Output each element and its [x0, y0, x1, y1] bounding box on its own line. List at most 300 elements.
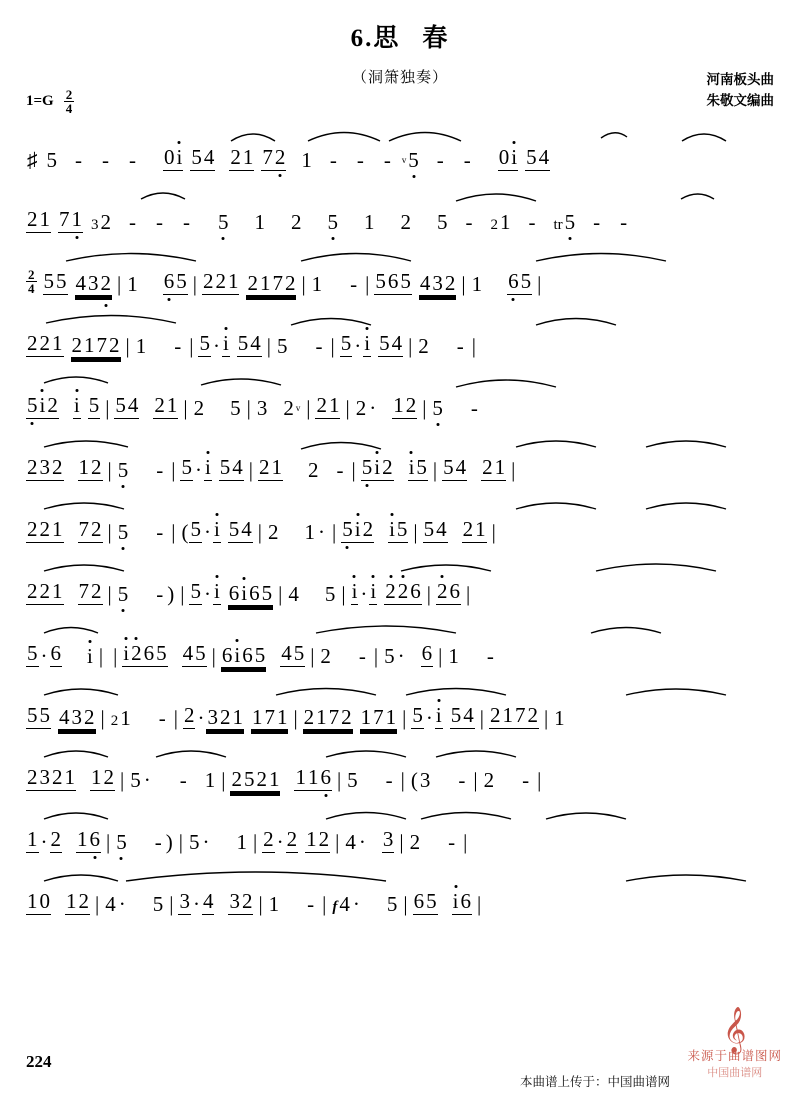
- note: 1: [494, 455, 506, 479]
- watermark-site: 来源于曲谱图网: [687, 1049, 782, 1063]
- note: 1: [364, 210, 375, 234]
- barline: |: [511, 458, 516, 482]
- watermark: [687, 1007, 782, 1080]
- note: 5: [152, 892, 164, 916]
- barline: |: [107, 458, 112, 482]
- barline: |: [336, 768, 342, 792]
- barline: |: [402, 706, 407, 730]
- note: 4: [232, 455, 243, 479]
- augmentation-dot: ·: [203, 520, 211, 544]
- note: 2: [286, 827, 298, 851]
- augmentation-dot: ·: [360, 582, 368, 606]
- note: 2: [405, 393, 417, 417]
- hold-dash: -: [336, 458, 344, 482]
- note: 3: [229, 889, 240, 913]
- note: 4: [288, 582, 299, 606]
- grace-note: 2: [490, 217, 498, 233]
- note: 6: [413, 889, 425, 913]
- hold-dash: -: [620, 210, 628, 234]
- note: 1: [268, 892, 280, 916]
- note: i: [222, 331, 229, 355]
- note: i: [213, 517, 220, 541]
- hold-dash: -: [350, 272, 358, 296]
- title-char-1: 思: [373, 25, 401, 52]
- augmentation-dot: ·: [358, 830, 366, 854]
- barline: |: [293, 706, 298, 730]
- note: 2: [27, 517, 38, 541]
- note: 2: [52, 455, 63, 479]
- barline: |: [106, 830, 111, 854]
- barline: |: [100, 706, 105, 730]
- note: 4: [203, 145, 215, 169]
- note: 2: [91, 579, 102, 603]
- note: 5: [386, 892, 398, 916]
- note: 2: [462, 517, 474, 541]
- note: 5: [340, 331, 352, 355]
- repeat-close-paren: ): [167, 582, 175, 606]
- note: 2: [241, 889, 253, 913]
- note: 5: [117, 458, 129, 482]
- note: 4: [105, 892, 116, 916]
- note: 3: [179, 889, 190, 913]
- note: i: [73, 393, 80, 417]
- barline: |: [173, 706, 178, 730]
- note: 5: [190, 517, 201, 541]
- note: 1: [27, 827, 38, 851]
- note: 5: [261, 581, 273, 605]
- note: 1: [316, 705, 327, 729]
- note: 5: [375, 269, 386, 293]
- note: 5: [564, 210, 576, 234]
- note: 5: [423, 517, 435, 541]
- note: 1: [64, 765, 75, 789]
- note: 2: [78, 889, 89, 913]
- barline: |: [98, 644, 104, 668]
- note: 2: [100, 271, 111, 295]
- note: 7: [373, 705, 384, 729]
- note: 1: [554, 706, 565, 730]
- note: 2: [283, 396, 294, 420]
- music-line: [26, 869, 774, 931]
- note: 3: [39, 455, 50, 479]
- hold-dash: -: [436, 148, 444, 172]
- barline: |: [537, 272, 542, 296]
- barline: |: [258, 892, 263, 916]
- note: 5: [426, 889, 437, 913]
- barline: |: [373, 644, 379, 668]
- grace-note: 3: [91, 217, 99, 233]
- note: 2: [400, 210, 411, 234]
- note: 1: [236, 830, 247, 854]
- note: 1: [166, 393, 178, 417]
- note: 1: [385, 705, 397, 729]
- hold-dash: -: [448, 830, 456, 854]
- barline: |: [180, 582, 185, 606]
- note: 5: [408, 148, 419, 172]
- accidental-sharp: ♯: [27, 148, 38, 172]
- barline: |: [120, 768, 125, 792]
- note: 1: [295, 765, 306, 789]
- note: 5: [384, 644, 395, 668]
- title-number: 6.: [350, 25, 374, 52]
- note: 2: [71, 333, 82, 357]
- note: 2: [154, 393, 165, 417]
- note: 6: [242, 643, 253, 667]
- note: 1: [91, 765, 102, 789]
- note: 1: [306, 827, 317, 851]
- music-row: [26, 435, 774, 481]
- barline: |: [543, 706, 549, 730]
- note: 2: [219, 705, 231, 729]
- barline: |: [95, 892, 100, 916]
- hold-dash: -: [463, 148, 471, 172]
- hold-dash: -: [158, 706, 166, 730]
- note: 5: [156, 641, 167, 665]
- note: 2: [39, 579, 50, 603]
- note: 6: [320, 765, 331, 789]
- time-signature-denominator: 4: [65, 101, 73, 116]
- note: 6: [163, 269, 175, 293]
- note: 5: [520, 269, 532, 293]
- note: 3: [382, 827, 394, 851]
- note: 6: [508, 269, 519, 293]
- barline: |: [322, 892, 327, 916]
- repeat-open-paren: (: [181, 520, 189, 544]
- note: i: [204, 455, 211, 479]
- note: 2: [27, 455, 38, 479]
- barline: |: [252, 830, 258, 854]
- note: 2: [247, 271, 258, 295]
- note: 7: [96, 333, 107, 357]
- augmentation-dot: ·: [352, 892, 360, 916]
- music-row: [26, 311, 774, 357]
- note: 2: [320, 644, 331, 668]
- note: 1: [301, 148, 312, 172]
- music-row: [26, 373, 774, 419]
- barline: |: [438, 644, 443, 668]
- footer-note: 本曲谱上传于：中国曲谱网: [519, 1075, 670, 1089]
- note: 1: [307, 765, 319, 789]
- barline: |: [125, 334, 130, 358]
- note: 5: [115, 393, 126, 417]
- note: 2: [103, 765, 114, 789]
- note: 2: [418, 334, 429, 358]
- note: 2: [27, 765, 38, 789]
- note: 2: [91, 517, 102, 541]
- note: 2: [230, 145, 241, 169]
- note: 6: [228, 581, 240, 605]
- note: i: [176, 145, 183, 169]
- note: 7: [272, 271, 283, 295]
- hold-dash: -: [315, 334, 323, 358]
- barline: |: [471, 334, 476, 358]
- hold-dash: -: [486, 644, 494, 668]
- note: 5: [230, 396, 241, 420]
- note: 1: [135, 334, 147, 358]
- repeat-close-paren: ): [165, 830, 173, 854]
- note: i: [123, 641, 130, 665]
- note: 4: [345, 830, 356, 854]
- note: 6: [387, 269, 399, 293]
- note: 7: [514, 703, 526, 727]
- note: 4: [419, 271, 431, 295]
- note: 4: [391, 331, 403, 355]
- music-line: [26, 373, 774, 435]
- note: 7: [264, 705, 275, 729]
- note: 5: [342, 517, 353, 541]
- time-signature-inline: [26, 268, 37, 295]
- note: 4: [182, 641, 194, 665]
- note: 5: [46, 148, 57, 172]
- barline: |: [341, 582, 346, 606]
- note: 5: [396, 517, 408, 541]
- augmentation-dot: ·: [397, 644, 405, 668]
- note: i: [364, 331, 371, 355]
- note: 1: [502, 703, 513, 727]
- augmentation-dot: ·: [354, 334, 362, 358]
- music-line: [26, 683, 774, 745]
- note: 5: [117, 520, 129, 544]
- note: 7: [59, 207, 70, 231]
- note: 2: [256, 767, 267, 791]
- hold-dash: -: [358, 644, 366, 668]
- note: 2: [436, 579, 448, 603]
- note: 4: [59, 705, 70, 729]
- hold-dash: -: [522, 768, 530, 792]
- page-title: [0, 0, 800, 54]
- note: 2: [215, 269, 226, 293]
- note: i: [408, 455, 415, 479]
- barline: |: [107, 582, 112, 606]
- note: 2: [489, 703, 501, 727]
- augmentation-dot: ·: [192, 892, 200, 916]
- note: 1: [242, 145, 254, 169]
- note: 2: [268, 520, 279, 544]
- note: 2: [397, 579, 409, 603]
- note: 4: [127, 393, 139, 417]
- barline: |: [463, 830, 468, 854]
- note: 2: [183, 703, 195, 727]
- barline: |: [306, 396, 311, 420]
- note: 5: [39, 703, 50, 727]
- augmentation-dot: ·: [203, 582, 211, 606]
- note: 1: [27, 889, 38, 913]
- note: 2: [409, 830, 421, 854]
- time-signature-numerator: 2: [28, 267, 35, 282]
- barline: |: [266, 334, 271, 358]
- hold-dash: -: [385, 768, 393, 792]
- note: 2: [91, 455, 102, 479]
- note: 1: [52, 517, 63, 541]
- music-line: [26, 249, 774, 311]
- barline: |: [399, 830, 404, 854]
- note: 0: [498, 145, 510, 169]
- note: 2: [27, 579, 38, 603]
- music-line: [26, 559, 774, 621]
- hold-dash: -: [156, 520, 164, 544]
- note: 1: [39, 207, 50, 231]
- note: i: [452, 889, 459, 913]
- barline: |: [400, 768, 405, 792]
- key-signature: 1=G: [26, 93, 54, 109]
- note: 1: [204, 768, 216, 792]
- barline: |: [310, 644, 315, 668]
- note: 5: [432, 396, 443, 420]
- hold-dash: -: [356, 148, 364, 172]
- music-row: [26, 249, 774, 295]
- note: 2: [284, 271, 296, 295]
- note: 1: [78, 455, 89, 479]
- barline: |: [192, 272, 197, 296]
- note: 2: [27, 331, 38, 355]
- note: 5: [176, 269, 187, 293]
- note: 5: [88, 393, 100, 417]
- note: i: [370, 579, 377, 603]
- note: 2: [316, 393, 327, 417]
- note: 6: [221, 643, 233, 667]
- barline: |: [479, 706, 484, 730]
- note: 4: [250, 331, 261, 355]
- note: 4: [436, 517, 447, 541]
- barline: |: [403, 892, 408, 916]
- barline: |: [465, 582, 471, 606]
- note: 2: [52, 765, 63, 789]
- note: 2: [382, 455, 393, 479]
- augmentation-dot: ·: [369, 396, 377, 420]
- barline: |: [178, 830, 183, 854]
- note: 5: [218, 210, 229, 234]
- hold-dash: -: [456, 334, 464, 358]
- barline: |: [278, 582, 283, 606]
- note: 6: [89, 827, 100, 851]
- note: 5: [243, 767, 255, 791]
- barline: |: [473, 768, 478, 792]
- note: 4: [202, 889, 214, 913]
- note: 5: [400, 269, 411, 293]
- note: 5: [195, 641, 206, 665]
- barline: |: [422, 396, 427, 420]
- note: 4: [281, 641, 292, 665]
- note: 2: [231, 767, 242, 791]
- note: 5: [526, 145, 537, 169]
- note: 4: [538, 145, 550, 169]
- barline: |: [365, 272, 370, 296]
- note: 3: [432, 271, 443, 295]
- note: 4: [463, 703, 474, 727]
- note: i: [435, 703, 442, 727]
- note: 5: [327, 210, 338, 234]
- augmentation-dot: ·: [40, 644, 48, 668]
- note: i: [374, 455, 381, 479]
- note: 2: [483, 768, 495, 792]
- note: 1: [268, 767, 280, 791]
- barline: |: [332, 520, 337, 544]
- note: 5: [228, 517, 240, 541]
- music-line: [26, 621, 774, 683]
- note: 4: [241, 517, 252, 541]
- note: 3: [419, 768, 431, 792]
- note: 1: [475, 517, 486, 541]
- hold-dash: -: [183, 210, 190, 234]
- trill-mark: tr: [553, 217, 563, 233]
- note: 1: [84, 333, 95, 357]
- augmentation-dot: ·: [40, 830, 48, 854]
- note: 5: [130, 768, 141, 792]
- note: 7: [262, 145, 273, 169]
- ornament-mark: ᵛ: [295, 403, 301, 419]
- note: 1: [251, 705, 263, 729]
- barline: |: [248, 458, 253, 482]
- time-signature-denominator: 4: [28, 281, 35, 296]
- credits: [707, 70, 775, 112]
- music-staff-area: [0, 125, 800, 931]
- note: 5: [219, 455, 231, 479]
- hold-dash: -: [470, 396, 478, 420]
- note: 6: [143, 641, 155, 665]
- barline: |: [211, 644, 216, 668]
- note: 1: [304, 520, 315, 544]
- note: 5: [379, 331, 390, 355]
- note: 2: [274, 145, 286, 169]
- subtitle: （洞箫独奏）: [351, 70, 448, 86]
- augmentation-dot: ·: [118, 892, 126, 916]
- barline: |: [330, 334, 335, 358]
- hold-dash: -: [593, 210, 601, 234]
- note: 2: [263, 827, 274, 851]
- note: i: [213, 579, 220, 603]
- barline: |: [476, 892, 482, 916]
- augmentation-dot: ·: [202, 830, 210, 854]
- barline: |: [537, 768, 542, 792]
- hold-dash: -: [102, 148, 109, 172]
- note: i: [511, 145, 518, 169]
- barline: |: [257, 520, 262, 544]
- note: 5: [443, 455, 454, 479]
- note: i: [351, 579, 358, 603]
- credit-composer: 河南板头曲: [706, 72, 774, 87]
- barline: |: [169, 892, 174, 916]
- music-row: [26, 869, 774, 915]
- note: 2: [527, 703, 538, 727]
- note: 2: [362, 517, 374, 541]
- hold-dash: -: [307, 892, 315, 916]
- note: 1: [276, 705, 288, 729]
- note: 4: [75, 271, 86, 295]
- note: 3: [207, 705, 218, 729]
- note: 5: [237, 331, 249, 355]
- hold-dash: -: [156, 210, 163, 234]
- note: i: [389, 517, 395, 541]
- barline: |: [171, 520, 176, 544]
- note: 2: [308, 458, 319, 482]
- music-row: [26, 497, 774, 543]
- note: 2: [259, 455, 270, 479]
- page-number: 224: [26, 1052, 52, 1071]
- barline: |: [345, 396, 350, 420]
- note: 5: [277, 334, 288, 358]
- music-row: [26, 745, 774, 791]
- note: 1: [127, 272, 138, 296]
- note: i: [87, 644, 93, 668]
- note: 2: [444, 271, 456, 295]
- hold-dash: -: [156, 582, 164, 606]
- treble-clef-icon: 𝄞: [722, 1007, 747, 1053]
- credit-arranger: 朱敬文编曲: [706, 92, 774, 108]
- music-row: [26, 807, 774, 853]
- note: 7: [78, 517, 89, 541]
- note: 5: [56, 269, 67, 293]
- music-line: [26, 807, 774, 869]
